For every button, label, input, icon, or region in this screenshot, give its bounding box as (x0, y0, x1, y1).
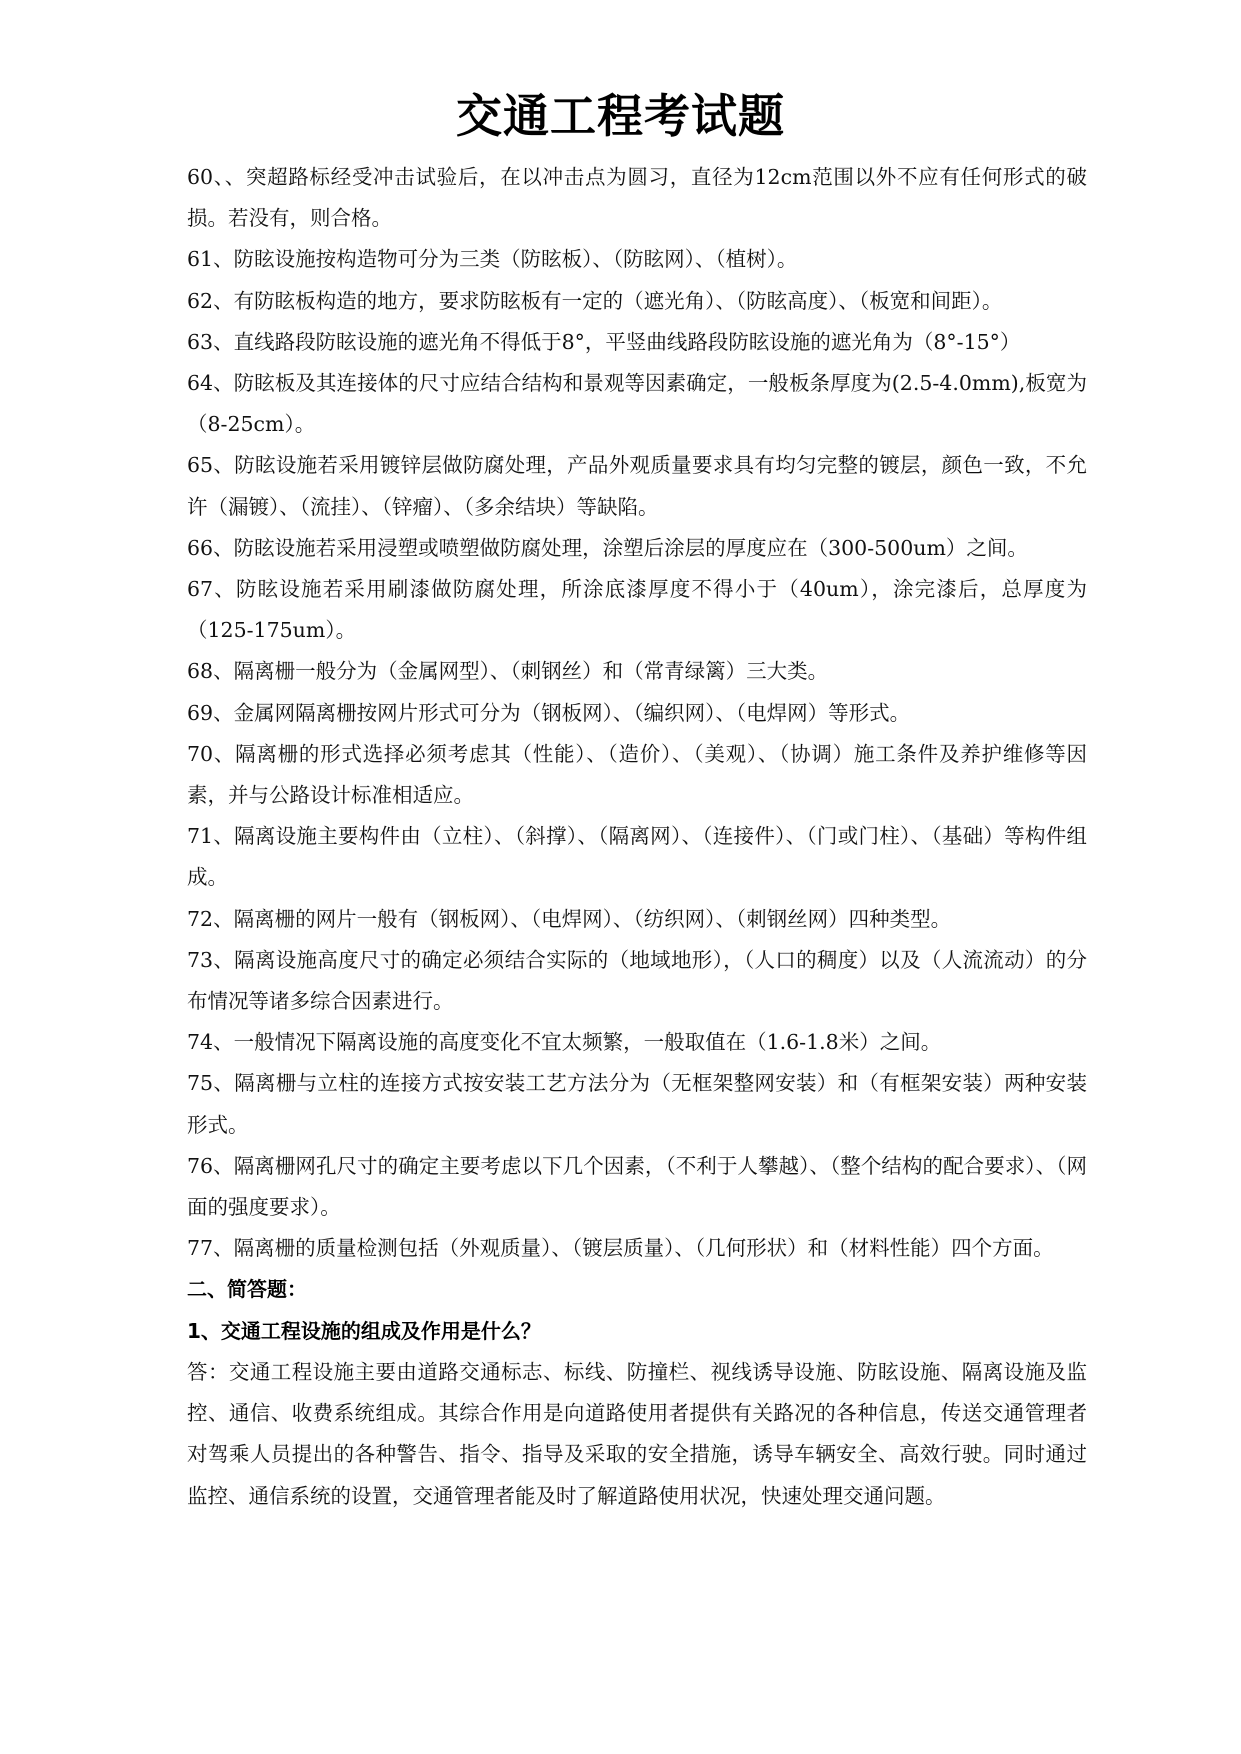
short-answer-question: 1、交通工程设施的组成及作用是什么？ (187, 1318, 541, 1343)
question-item-72: 72、隔离栅的网片一般有（钢板网）、（电焊网）、（纺织网）、（刺钢丝网）四种类型。 (187, 906, 952, 931)
question-item-62: 62、有防眩板构造的地方，要求防眩板有一定的（遮光角）、（防眩高度）、（板宽和间距）。 (187, 288, 1003, 313)
question-item-73: 73、隔离设施高度尺寸的确定必须结合实际的（地域地形），（人口的稠度）以及（人流流动）的分布情况等诸多综合因素进行。 (187, 947, 1087, 1014)
question-item-70: 70、隔离栅的形式选择必须考虑其（性能）、（造价）、（美观）、（协调）施工条件及养护维修等因素，并与公路设计标准相适应。 (187, 741, 1087, 808)
question-item-76: 76、隔离栅网孔尺寸的确定主要考虑以下几个因素，（不利于人攀越）、（整个结构的配合要求）、（网面的强度要求）。 (187, 1153, 1087, 1220)
question-item-60: 60、、突超路标经受冲击试验后，在以冲击点为圆习，直径为12cm范围以外不应有任何形式的破损。若没有，则合格。 (187, 165, 1087, 231)
page-title: 交通工程考试题 (456, 89, 785, 143)
question-item-74: 74、一般情况下隔离设施的高度变化不宜太频繁，一般取值在（1.6-1.8米）之间。 (187, 1030, 942, 1055)
question-item-77: 77、隔离栅的质量检测包括（外观质量）、（镀层质量）、（几何形状）和（材料性能）四个方面。 (187, 1236, 1054, 1261)
question-item-67: 67、防眩设施若采用刷漆做防腐处理，所涂底漆厚度不得小于（40um），涂完漆后，总厚度为（125-175um）。 (187, 577, 1087, 643)
question-item-69: 69、金属网隔离栅按网片形式可分为（钢板网）、（编织网）、（电焊网）等形式。 (187, 700, 911, 725)
short-answer-response: 答：交通工程设施主要由道路交通标志、标线、防撞栏、视线诱导设施、防眩设施、隔离设施及监控、通信、收费系统组成。其综合作用是向道路使用者提供有关路况的各种信息，传送交通管理者对驾乘人员提出的各种警告、指令、指导及采取的安全措施，诱导车辆安全、高效行驶。同时通过监控、通信系统的设置，交通管理者能及时了解道路使用状况，快速处理交通问题。 (187, 1359, 1087, 1508)
document-body (187, 157, 1087, 1517)
question-item-75: 75、隔离栅与立柱的连接方式按安装工艺方法分为（无框架整网安装）和（有框架安装）两种安装形式。 (187, 1071, 1087, 1137)
question-item-61: 61、防眩设施按构造物可分为三类（防眩板）、（防眩网）、（植树）。 (187, 247, 798, 272)
question-item-68: 68、隔离栅一般分为（金属网型）、（刺钢丝）和（常青绿篱）三大类。 (187, 659, 829, 684)
question-item-65: 65、防眩设施若采用镀锌层做防腐处理，产品外观质量要求具有均匀完整的镀层，颜色一致，不允许（漏镀）、（流挂）、（锌瘤）、（多余结块）等缺陷。 (187, 453, 1087, 519)
section-heading: 二、简答题： (187, 1277, 307, 1302)
question-item-71: 71、隔离设施主要构件由（立柱）、（斜撑）、（隔离网）、（连接件）、（门或门柱）、（基础）等构件组成。 (187, 824, 1087, 890)
question-item-66: 66、防眩设施若采用浸塑或喷塑做防腐处理，涂塑后涂层的厚度应在（300-500um）之间。 (187, 535, 1028, 560)
question-item-64: 64、防眩板及其连接体的尺寸应结合结构和景观等因素确定，一般板条厚度为(2.5-4.0mm),板宽为（8-25cm）。 (187, 371, 1087, 437)
question-item-63: 63、直线路段防眩设施的遮光角不得低于8°，平竖曲线路段防眩设施的遮光角为（8°-15°） (187, 329, 1021, 354)
